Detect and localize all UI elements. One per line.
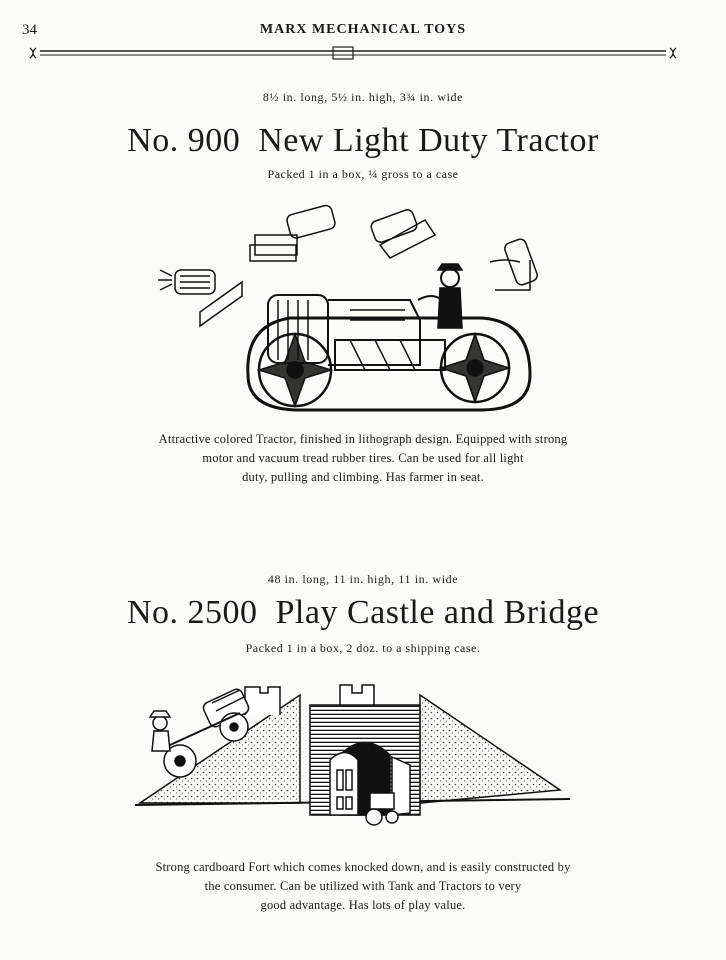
tractor-description-line: motor and vacuum tread rubber tires. Can be used for all light [202, 451, 524, 465]
tractor-description [0, 430, 726, 487]
castle-dimensions: 48 in. long, 11 in. high, 11 in. wide [267, 572, 459, 586]
tractor-description-line: Attractive colored Tractor, finished in lithograph design. Equipped with strong [158, 432, 568, 446]
castle-description-line: good advantage. Has lots of play value. [260, 898, 466, 912]
tractor-dimensions: 8½ in. long, 5½ in. high, 3¾ in. wide [262, 90, 464, 104]
castle-description-line: the consumer. Can be utilized with Tank and Tractors to very [204, 879, 522, 893]
tractor-packing: Packed 1 in a box, ¼ gross to a case [267, 167, 459, 181]
castle-packing: Packed 1 in a box, 2 doz. to a shipping case. [245, 641, 481, 655]
tractor-description-line: duty, pulling and climbing. Has farmer in seat. [242, 470, 484, 484]
ornamental-rule [28, 44, 678, 64]
page-number: 34 [22, 22, 37, 38]
castle-description-line: Strong cardboard Fort which comes knocked down, and is easily constructed by [155, 860, 571, 874]
tractor-illustration [150, 200, 560, 420]
castle-illustration [130, 675, 590, 840]
tractor-title: No. 900 New Light Duty Tractor [127, 122, 599, 159]
castle-title: No. 2500 Play Castle and Bridge [126, 594, 600, 631]
running-title: MARX MECHANICAL TOYS [259, 22, 467, 37]
castle-description [0, 858, 726, 915]
